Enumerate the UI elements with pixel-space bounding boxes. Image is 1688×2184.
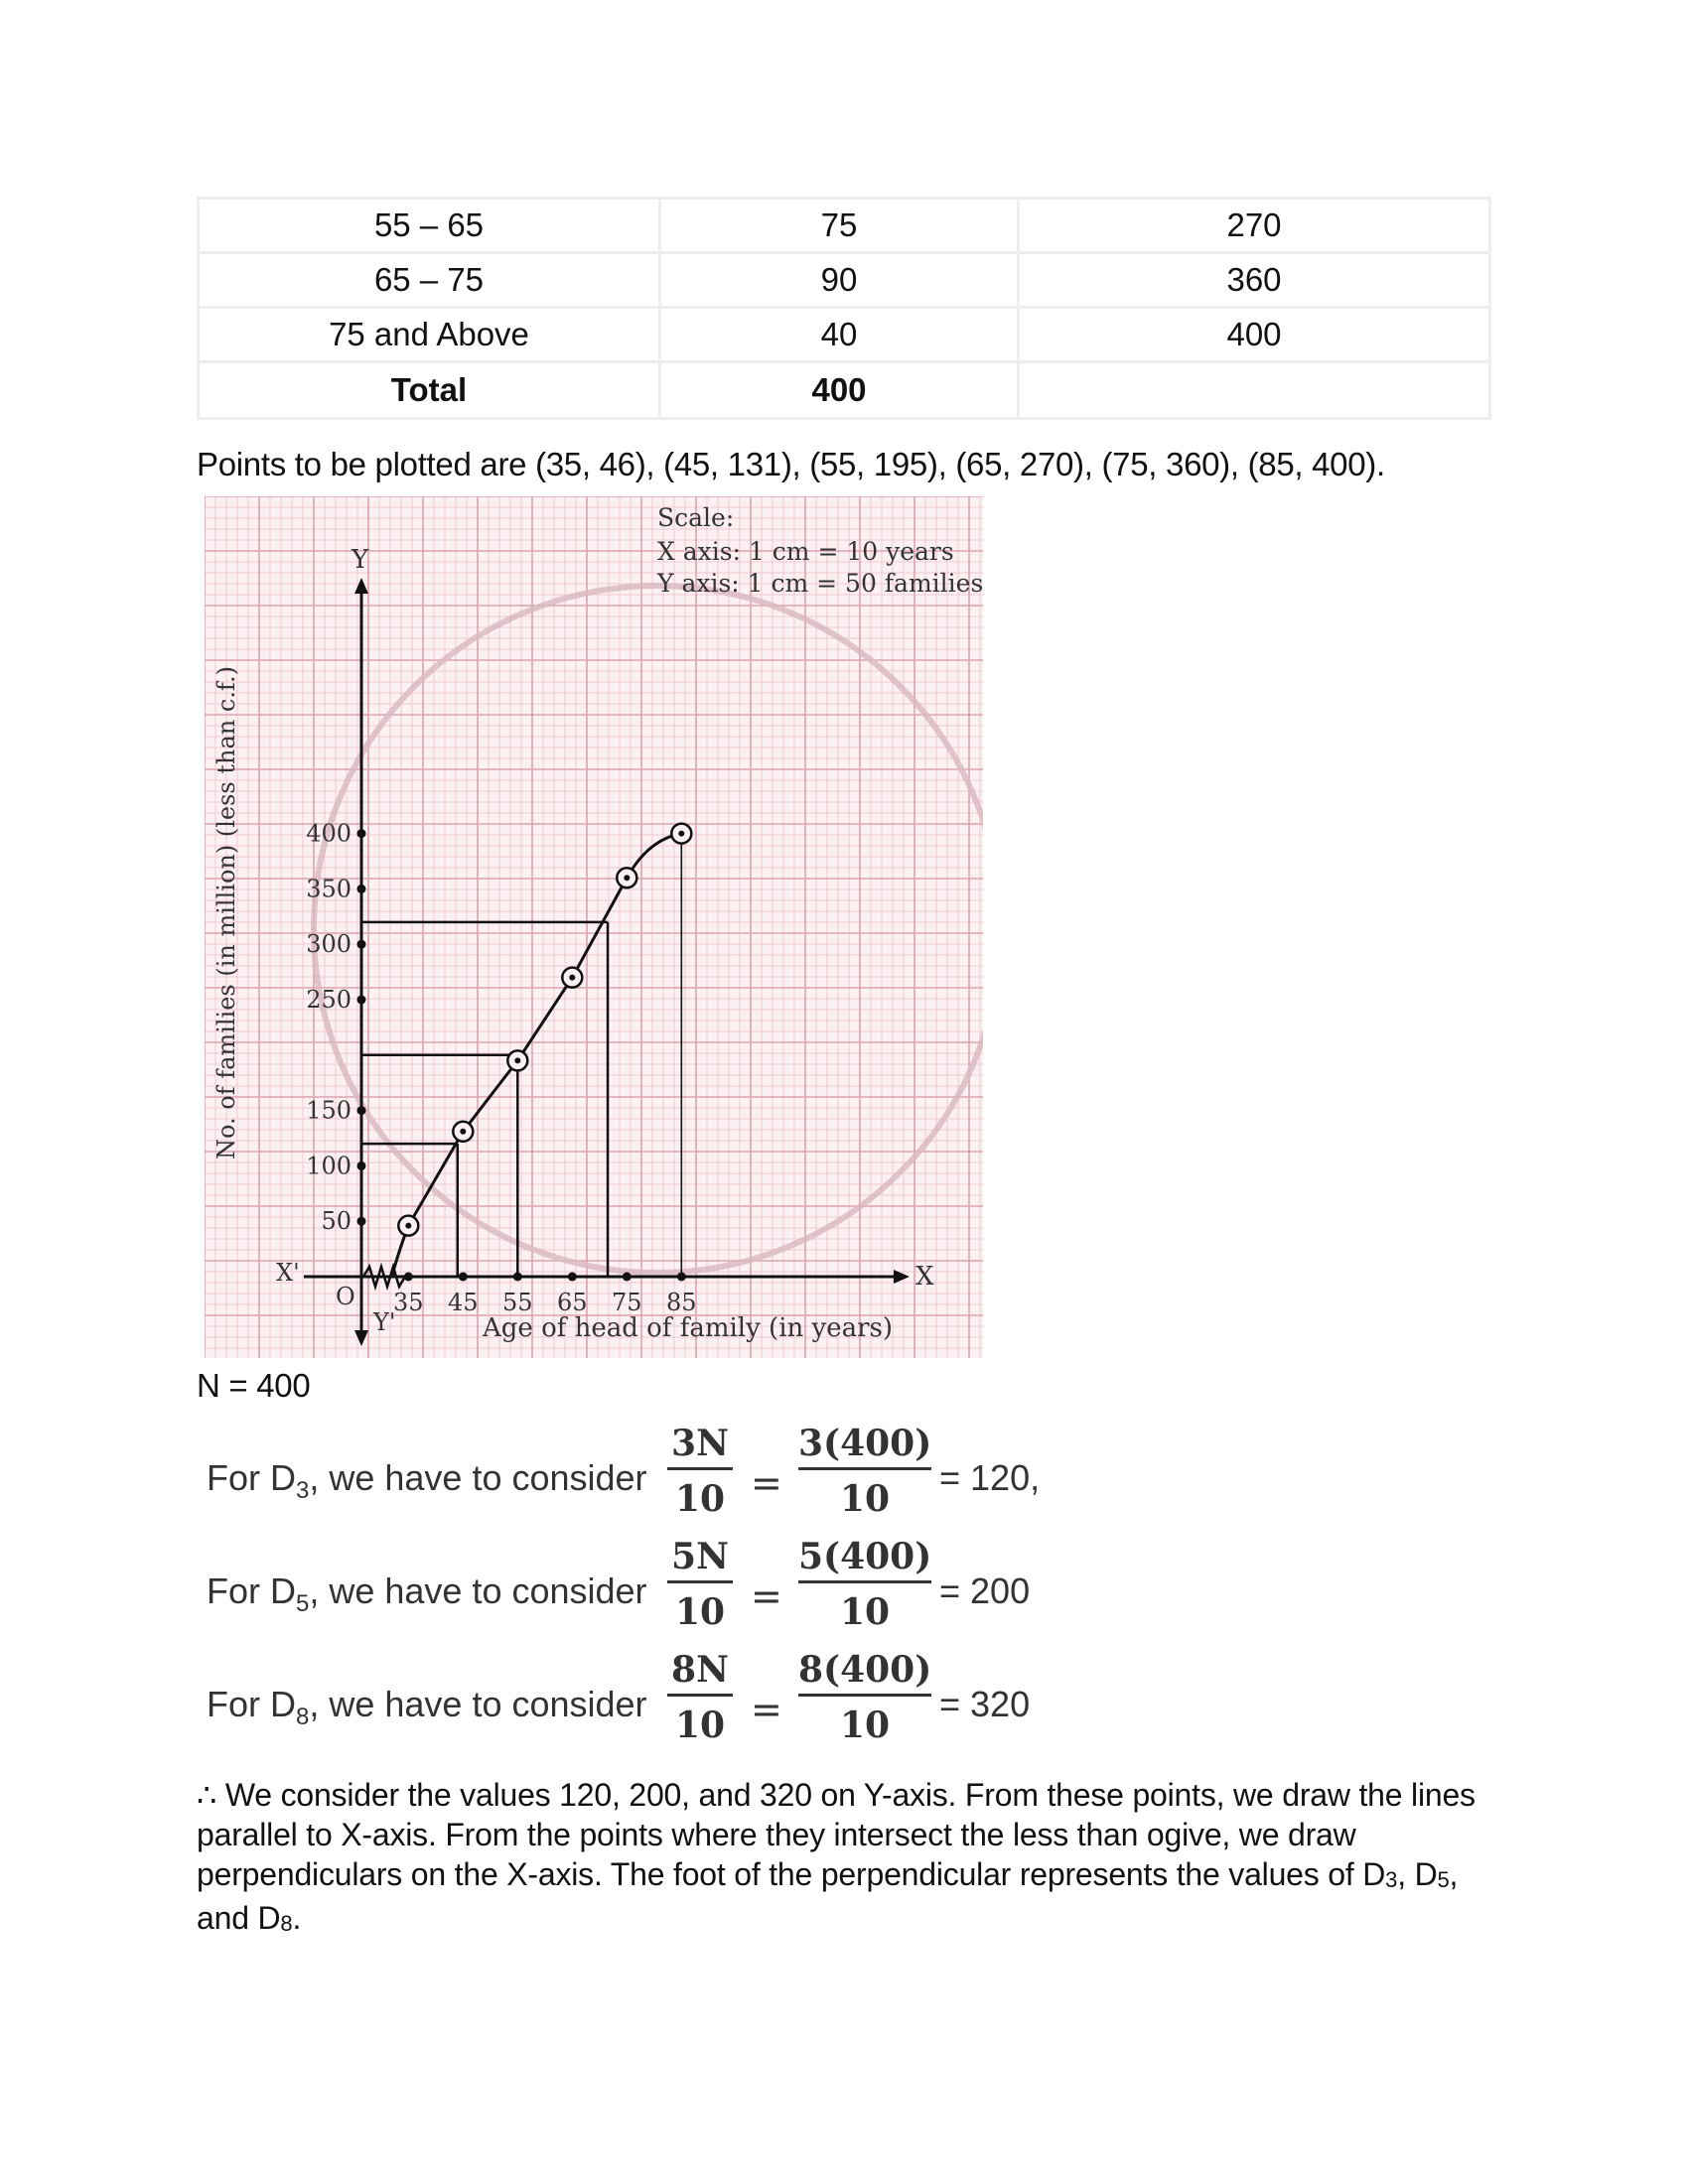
fraction-numeric xyxy=(798,1646,931,1748)
table-total-row xyxy=(199,362,1490,419)
table-cell: 75 xyxy=(660,199,1019,253)
y-tick-mark xyxy=(357,996,366,1005)
conclusion-sep: , D xyxy=(1397,1856,1438,1892)
table-cell: 55 – 65 xyxy=(199,199,660,253)
denominator: 10 xyxy=(839,1478,891,1520)
y-axis-letter: Y xyxy=(352,545,369,575)
table-cell: 270 xyxy=(1019,199,1490,253)
subscript-d3: 3 xyxy=(1385,1867,1398,1892)
fraction-symbolic xyxy=(667,1646,733,1748)
subscript-d8: 8 xyxy=(280,1911,293,1936)
equation-lead xyxy=(207,1457,647,1505)
denominator: 10 xyxy=(674,1478,726,1520)
fraction-numeric xyxy=(798,1533,931,1635)
data-point-center xyxy=(405,1223,411,1229)
y-tick-label: 300 xyxy=(306,930,352,959)
y-tick-label: 250 xyxy=(306,986,352,1014)
x-tick-mark xyxy=(677,1273,686,1282)
table-row xyxy=(199,253,1490,308)
total-value: 400 xyxy=(660,362,1019,419)
table-cell: 65 – 75 xyxy=(199,253,660,308)
data-point-center xyxy=(624,875,630,881)
y-tick-mark xyxy=(357,1106,366,1115)
denominator: 10 xyxy=(674,1705,726,1746)
y-tick-mark xyxy=(357,829,366,838)
table-cell: 360 xyxy=(1019,253,1490,308)
y-axis-title: No. of families (in million) (less than c.f.) xyxy=(212,666,240,1160)
numerator: 3(400) xyxy=(798,1423,932,1464)
numerator: 5N xyxy=(671,1536,729,1577)
x-tick-label: 65 xyxy=(557,1289,588,1316)
denominator: 10 xyxy=(839,1705,891,1746)
total-cf xyxy=(1019,362,1490,419)
numerator: 3N xyxy=(671,1423,729,1464)
equals-sign: = xyxy=(751,1688,782,1731)
data-point-center xyxy=(678,831,684,837)
table-cell: 40 xyxy=(660,308,1019,362)
equation-lead-tail: , we have to consider xyxy=(309,1570,647,1611)
equation-lead xyxy=(207,1684,647,1731)
x-tick-mark xyxy=(568,1273,577,1282)
scale-y: Y axis: 1 cm = 50 families xyxy=(657,569,983,598)
denominator: 10 xyxy=(839,1591,891,1633)
equation-d8 xyxy=(207,1646,1100,1753)
ogive-graph-svg xyxy=(205,496,983,1358)
conclusion-paragraph xyxy=(197,1775,1507,1942)
subscript-d5: 5 xyxy=(1437,1867,1450,1892)
equals-sign: = xyxy=(751,1574,782,1618)
y-tick-label: 150 xyxy=(306,1096,352,1125)
table-row xyxy=(199,199,1490,253)
points-statement: Points to be plotted are (35, 46), (45, 131), (55, 195), (65, 270), (75, 360), (85, 400). xyxy=(197,446,1385,482)
equation-subscript: 5 xyxy=(296,1590,310,1618)
data-point-center xyxy=(514,1057,520,1063)
total-label: Total xyxy=(199,362,660,419)
y-tick-mark xyxy=(357,1217,366,1226)
x-tick-label: 45 xyxy=(448,1289,479,1316)
table-cell: 75 and Above xyxy=(199,308,660,362)
fraction-symbolic xyxy=(667,1420,733,1522)
y-tick-label: 100 xyxy=(306,1152,352,1180)
equation-result: = 120, xyxy=(939,1457,1041,1498)
scale-title: Scale: xyxy=(657,503,735,532)
ogive-graph xyxy=(205,496,983,1358)
y-tick-label: 350 xyxy=(306,875,352,903)
y-tick-label: 50 xyxy=(321,1207,352,1236)
y-tick-mark xyxy=(357,1161,366,1170)
x-neg-axis-letter: X' xyxy=(276,1259,300,1287)
scale-x: X axis: 1 cm = 10 years xyxy=(657,537,954,566)
denominator: 10 xyxy=(674,1591,726,1633)
equation-d5 xyxy=(207,1533,1100,1640)
equation-result: = 320 xyxy=(939,1684,1031,1724)
equation-lead-tail: , we have to consider xyxy=(309,1457,647,1498)
conclusion-sep: , and D xyxy=(197,1856,1459,1936)
y-tick-mark xyxy=(357,885,366,893)
x-tick-mark xyxy=(623,1273,632,1282)
table-cell: 90 xyxy=(660,253,1019,308)
equation-lead-text: For D xyxy=(207,1570,296,1611)
equals-sign: = xyxy=(751,1461,782,1505)
equation-subscript: 8 xyxy=(296,1704,310,1731)
data-point-center xyxy=(460,1129,466,1135)
fraction-numeric xyxy=(798,1420,931,1522)
y-tick-mark xyxy=(357,940,366,949)
equation-lead-text: For D xyxy=(207,1684,296,1724)
x-tick-mark xyxy=(459,1273,468,1282)
fraction-symbolic xyxy=(667,1533,733,1635)
y-tick-label: 400 xyxy=(306,819,352,848)
equation-lead-text: For D xyxy=(207,1457,296,1498)
x-tick-label: 35 xyxy=(393,1289,424,1316)
x-axis-title: Age of head of family (in years) xyxy=(483,1313,894,1343)
numerator: 8(400) xyxy=(798,1649,932,1691)
x-tick-mark xyxy=(513,1273,522,1282)
x-tick-mark xyxy=(404,1273,413,1282)
equation-result: = 200 xyxy=(939,1570,1031,1611)
equation-subscript: 3 xyxy=(296,1477,310,1505)
x-tick-label: 75 xyxy=(612,1289,642,1316)
x-axis-letter: X xyxy=(915,1262,934,1292)
equation-lead-tail: , we have to consider xyxy=(309,1684,647,1724)
conclusion-text: ∴ We consider the values 120, 200, and 320 on Y-axis. From these points, we draw the lines parallel to X-axis. From the points where they intersect the less than ogive, we draw perpendiculars on the X-axis. The foot of the perpendicular represents the values of D xyxy=(197,1777,1476,1892)
y-neg-axis-letter: Y' xyxy=(373,1308,396,1336)
conclusion-end: . xyxy=(292,1900,302,1936)
equation-lead xyxy=(207,1570,647,1618)
origin-label: O xyxy=(336,1283,355,1310)
x-tick-label: 85 xyxy=(666,1289,697,1316)
x-tick-label: 55 xyxy=(502,1289,533,1316)
equation-d3 xyxy=(207,1420,1100,1527)
table-row xyxy=(199,308,1490,362)
n-statement: N = 400 xyxy=(197,1367,311,1404)
numerator: 5(400) xyxy=(798,1536,932,1577)
table-cell: 400 xyxy=(1019,308,1490,362)
numerator: 8N xyxy=(671,1649,729,1691)
frequency-table xyxy=(197,197,1491,420)
data-point-center xyxy=(569,975,575,981)
